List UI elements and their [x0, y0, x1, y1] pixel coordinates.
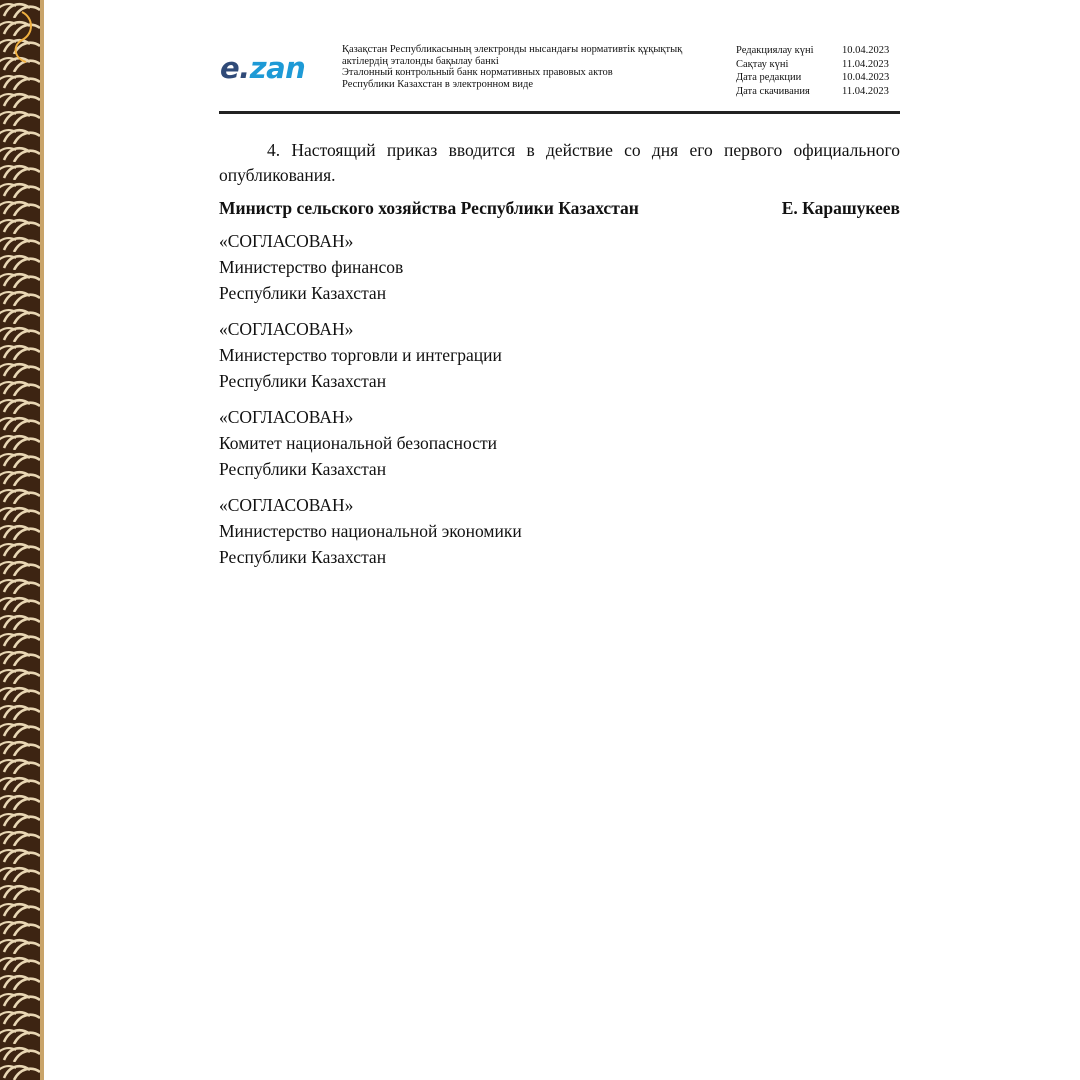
source-line: Қазақстан Республикасының электронды нысандағы нормативтік құқықтық: [342, 44, 683, 55]
agreed-org: Министерство торговли и интеграции: [219, 345, 502, 365]
date-row: [736, 58, 896, 72]
date-row: [736, 71, 896, 85]
header-source-text: [342, 44, 722, 90]
agreed-country: Республики Казахстан: [219, 283, 387, 303]
agreed-country: Республики Казахстан: [219, 547, 387, 567]
agreed-mark: «СОГЛАСОВАН»: [219, 495, 354, 515]
date-value: 10.04.2023: [842, 45, 890, 56]
decorative-rope-border: [0, 0, 44, 1080]
date-row: [736, 44, 896, 58]
agreed-country: Республики Казахстан: [219, 371, 387, 391]
source-line: Республики Казахстан в электронном виде: [342, 78, 533, 90]
agreed-block-economy: [219, 492, 900, 570]
header-divider: [219, 111, 900, 114]
date-label: Редакциялау күні: [736, 45, 814, 56]
agreed-mark: «СОГЛАСОВАН»: [219, 319, 354, 339]
header-dates: [736, 44, 896, 98]
source-line: актілердің эталонды бақылау банкі: [342, 55, 499, 67]
agreed-block-finance: [219, 228, 900, 306]
date-label: Дата редакции: [736, 72, 802, 83]
agreed-mark: «СОГЛАСОВАН»: [219, 231, 354, 251]
date-value: 11.04.2023: [842, 58, 889, 70]
signature-position: Министр сельского хозяйства Республики Казахстан: [219, 198, 639, 218]
agreed-block-trade: [219, 316, 900, 394]
date-label: Сақтау күні: [736, 58, 789, 70]
rope-pattern-icon: [0, 0, 44, 1080]
agreed-org: Министерство финансов: [219, 257, 404, 277]
ezan-logo: [220, 48, 305, 88]
date-value: 11.04.2023: [842, 85, 889, 97]
paragraph-4: 4. Настоящий приказ вводится в действие со дня его первого официального опубликования.: [219, 140, 900, 185]
agreed-block-security: [219, 404, 900, 482]
agreed-org: Комитет национальной безопасности: [219, 433, 498, 453]
agreed-org: Министерство национальной экономики: [219, 521, 522, 541]
agreed-country: Республики Казахстан: [219, 459, 387, 479]
logo-zan: zan: [249, 51, 306, 85]
document-body: [219, 138, 900, 570]
date-row: [736, 85, 896, 99]
logo-e: e: [220, 51, 240, 85]
signature-name: Е. Карашукеев: [781, 198, 900, 218]
logo-dot: .: [239, 51, 250, 85]
agreed-mark: «СОГЛАСОВАН»: [219, 407, 354, 427]
date-value: 10.04.2023: [842, 72, 890, 83]
source-line: Эталонный контрольный банк нормативных правовых актов: [342, 67, 613, 78]
date-label: Дата скачивания: [736, 85, 810, 97]
signature-line: [219, 196, 900, 221]
